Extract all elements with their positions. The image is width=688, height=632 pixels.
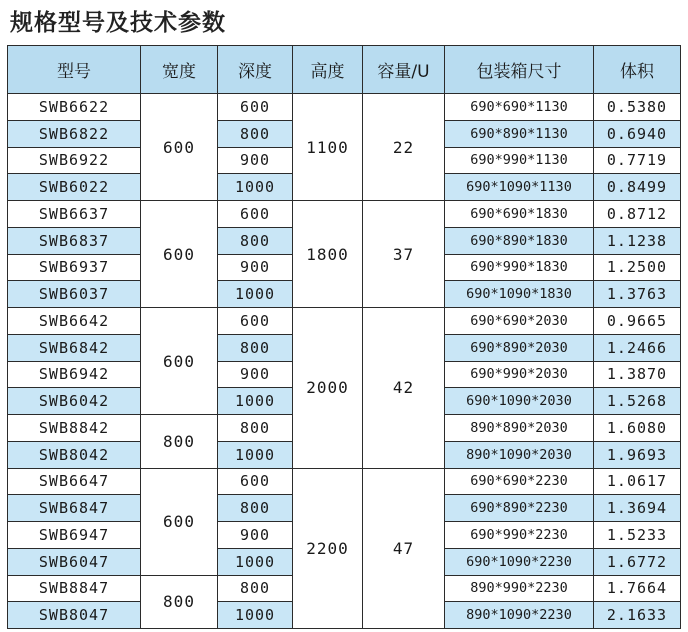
cell-volume: 1.5268 (594, 388, 681, 415)
cell-volume: 1.2466 (594, 334, 681, 361)
cell-box-size: 690*690*2030 (445, 308, 594, 335)
cell-width: 600 (141, 468, 218, 575)
cell-depth: 600 (218, 94, 293, 121)
cell-depth: 600 (218, 201, 293, 228)
cell-depth: 1000 (218, 602, 293, 629)
page-title: 规格型号及技术参数 (10, 10, 226, 36)
cell-volume: 0.9665 (594, 308, 681, 335)
cell-model: SWB6822 (8, 120, 141, 147)
cell-box-size: 690*990*1830 (445, 254, 594, 281)
cell-volume: 1.9693 (594, 441, 681, 468)
cell-model: SWB8842 (8, 415, 141, 442)
cell-box-size: 890*890*2030 (445, 415, 594, 442)
header-capacity: 容量/U (363, 46, 445, 94)
cell-model: SWB6947 (8, 522, 141, 549)
cell-volume: 1.1238 (594, 227, 681, 254)
cell-depth: 900 (218, 361, 293, 388)
cell-depth: 1000 (218, 441, 293, 468)
cell-width: 600 (141, 94, 218, 201)
cell-box-size: 690*890*2230 (445, 495, 594, 522)
cell-volume: 2.1633 (594, 602, 681, 629)
cell-volume: 1.3694 (594, 495, 681, 522)
cell-volume: 1.7664 (594, 575, 681, 602)
cell-depth: 1000 (218, 388, 293, 415)
cell-box-size: 690*1090*2030 (445, 388, 594, 415)
cell-width: 600 (141, 308, 218, 415)
cell-model: SWB6637 (8, 201, 141, 228)
cell-box-size: 690*1090*1130 (445, 174, 594, 201)
spec-table (7, 45, 681, 629)
header-volume: 体积 (594, 46, 681, 94)
cell-model: SWB6937 (8, 254, 141, 281)
cell-depth: 900 (218, 254, 293, 281)
cell-model: SWB6837 (8, 227, 141, 254)
cell-model: SWB6022 (8, 174, 141, 201)
cell-height: 1800 (293, 201, 363, 308)
cell-box-size: 690*990*2230 (445, 522, 594, 549)
cell-volume: 1.6772 (594, 548, 681, 575)
cell-model: SWB6842 (8, 334, 141, 361)
cell-volume: 1.2500 (594, 254, 681, 281)
header-row (8, 46, 681, 94)
cell-volume: 0.8712 (594, 201, 681, 228)
header-model: 型号 (8, 46, 141, 94)
cell-capacity: 47 (363, 468, 445, 629)
cell-box-size: 690*1090*2230 (445, 548, 594, 575)
cell-height: 1100 (293, 94, 363, 201)
header-height: 高度 (293, 46, 363, 94)
cell-capacity: 37 (363, 201, 445, 308)
table-row (8, 308, 681, 335)
cell-box-size: 890*990*2230 (445, 575, 594, 602)
cell-depth: 800 (218, 120, 293, 147)
cell-model: SWB8847 (8, 575, 141, 602)
cell-box-size: 690*690*1830 (445, 201, 594, 228)
cell-box-size: 690*890*1130 (445, 120, 594, 147)
cell-box-size: 690*890*1830 (445, 227, 594, 254)
cell-model: SWB6647 (8, 468, 141, 495)
header-width: 宽度 (141, 46, 218, 94)
cell-depth: 900 (218, 522, 293, 549)
table-row (8, 94, 681, 121)
spec-table-body (8, 94, 681, 629)
header-box-size: 包装箱尺寸 (445, 46, 594, 94)
cell-model: SWB8047 (8, 602, 141, 629)
cell-model: SWB6922 (8, 147, 141, 174)
cell-depth: 800 (218, 575, 293, 602)
cell-depth: 800 (218, 334, 293, 361)
cell-capacity: 42 (363, 308, 445, 469)
table-row (8, 201, 681, 228)
cell-width: 600 (141, 201, 218, 308)
cell-volume: 1.6080 (594, 415, 681, 442)
cell-depth: 900 (218, 147, 293, 174)
cell-volume: 0.5380 (594, 94, 681, 121)
cell-box-size: 690*890*2030 (445, 334, 594, 361)
cell-model: SWB6622 (8, 94, 141, 121)
header-depth: 深度 (218, 46, 293, 94)
cell-width: 800 (141, 575, 218, 629)
cell-depth: 1000 (218, 174, 293, 201)
table-row (8, 468, 681, 495)
cell-box-size: 890*1090*2030 (445, 441, 594, 468)
cell-model: SWB6037 (8, 281, 141, 308)
cell-depth: 1000 (218, 548, 293, 575)
cell-box-size: 690*690*2230 (445, 468, 594, 495)
cell-model: SWB6942 (8, 361, 141, 388)
cell-model: SWB6847 (8, 495, 141, 522)
cell-box-size: 690*990*1130 (445, 147, 594, 174)
cell-box-size: 690*690*1130 (445, 94, 594, 121)
cell-model: SWB6042 (8, 388, 141, 415)
cell-height: 2000 (293, 308, 363, 469)
cell-volume: 1.5233 (594, 522, 681, 549)
cell-width: 800 (141, 415, 218, 469)
cell-box-size: 690*1090*1830 (445, 281, 594, 308)
cell-depth: 600 (218, 468, 293, 495)
cell-volume: 0.8499 (594, 174, 681, 201)
cell-volume: 0.7719 (594, 147, 681, 174)
cell-capacity: 22 (363, 94, 445, 201)
cell-volume: 1.3870 (594, 361, 681, 388)
cell-volume: 1.0617 (594, 468, 681, 495)
cell-model: SWB8042 (8, 441, 141, 468)
cell-box-size: 690*990*2030 (445, 361, 594, 388)
cell-height: 2200 (293, 468, 363, 629)
cell-depth: 800 (218, 495, 293, 522)
cell-box-size: 890*1090*2230 (445, 602, 594, 629)
cell-depth: 800 (218, 415, 293, 442)
cell-depth: 800 (218, 227, 293, 254)
cell-volume: 0.6940 (594, 120, 681, 147)
cell-volume: 1.3763 (594, 281, 681, 308)
cell-model: SWB6047 (8, 548, 141, 575)
cell-depth: 600 (218, 308, 293, 335)
cell-model: SWB6642 (8, 308, 141, 335)
cell-depth: 1000 (218, 281, 293, 308)
